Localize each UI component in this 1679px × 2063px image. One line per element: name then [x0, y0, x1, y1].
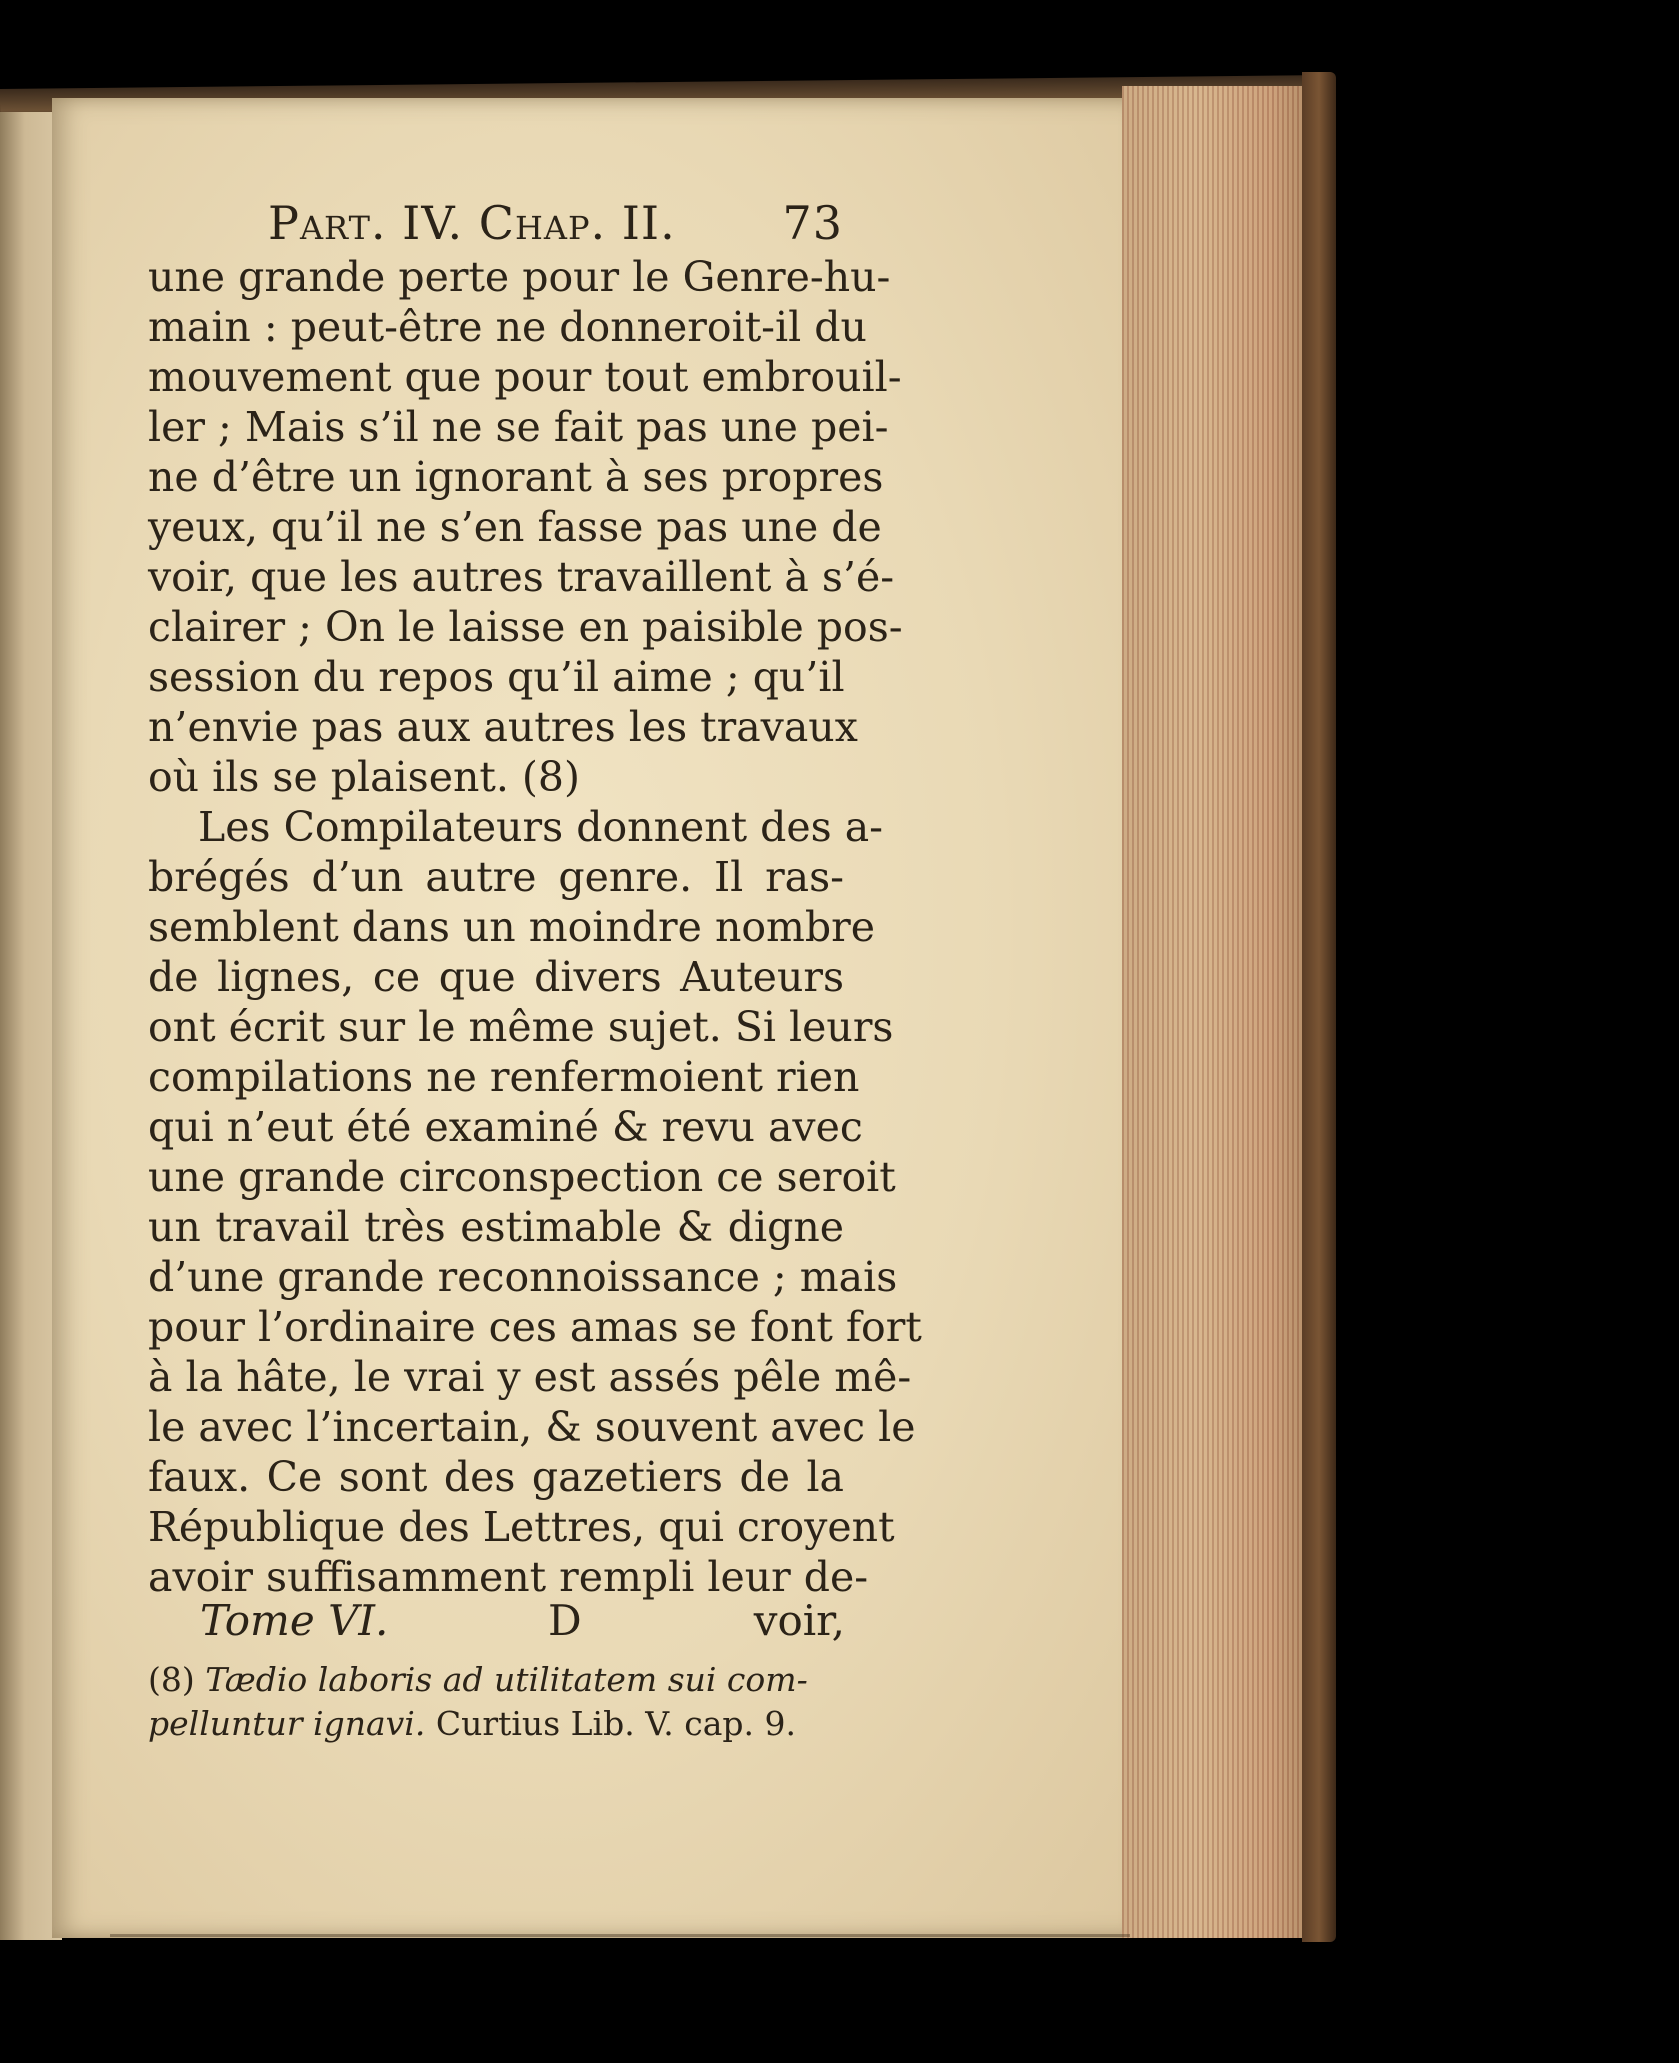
footnote-latin-1: Tædio laboris ad utilitatem sui com-: [205, 1660, 808, 1699]
page-header: [268, 196, 843, 252]
footnote: [148, 1658, 848, 1746]
text-line: session du repos qu’il aime ; qu’il: [148, 653, 845, 701]
text-line: semblent dans un moindre nombre: [148, 903, 876, 951]
text-line: brégés d’un autre genre. Il ras-: [148, 853, 844, 901]
text-line: n’envie pas aux autres les travaux: [148, 703, 858, 751]
text-line: ne d’être un ignorant à ses propres: [148, 453, 884, 501]
text-line: où ils se plaisent. (8): [148, 753, 581, 801]
text-line: d’une grande reconnoissance ; mais: [148, 1253, 898, 1301]
text-line: le avec l’incertain, & souvent avec le: [148, 1403, 916, 1451]
book-cover-edge: [1302, 72, 1336, 1942]
page-bottom-edge: [110, 1934, 1130, 1937]
catchword: voir,: [753, 1596, 845, 1645]
text-line: ont écrit sur le même sujet. Si leurs: [148, 1003, 894, 1051]
running-title: Part. IV. Chap. II.: [268, 196, 676, 250]
text-line: avoir suffisamment rempli leur de-: [148, 1553, 869, 1601]
footnote-line-1: [148, 1658, 848, 1702]
text-line: clairer ; On le laisse en paisible pos-: [148, 603, 903, 651]
text-line: mouvement que pour tout embrouil-: [148, 353, 902, 401]
footnote-marker: (8): [148, 1660, 195, 1699]
volume-label: Tome VI.: [200, 1596, 389, 1645]
text-line: yeux, qu’il ne s’en fasse pas une de: [148, 503, 882, 551]
text-line: à la hâte, le vrai y est assés pêle mê-: [148, 1353, 912, 1401]
signature-mark: D: [548, 1596, 582, 1645]
text-line: de lignes, ce que divers Auteurs: [148, 953, 844, 1001]
text-line: pour l’ordinaire ces amas se font fort: [148, 1303, 922, 1351]
footnote-citation: Curtius Lib. V. cap. 9.: [435, 1704, 796, 1743]
text-line: qui n’eut été examiné & revu avec: [148, 1103, 863, 1151]
page-number: 73: [782, 196, 843, 250]
text-line: une grande circonspection ce seroit: [148, 1153, 896, 1201]
page-footer: [200, 1596, 845, 1652]
text-line: voir, que les autres travaillent à s’é-: [148, 553, 895, 601]
text-line: faux. Ce sont des gazetiers de la: [148, 1453, 844, 1501]
text-line: main : peut-être ne donneroit-il du: [148, 303, 867, 351]
footnote-line-2: [148, 1702, 848, 1746]
text-line: un travail très estimable & digne: [148, 1203, 844, 1251]
text-line: République des Lettres, qui croyent: [148, 1503, 895, 1551]
body-text: [148, 252, 922, 1602]
paragraph-start-line: Les Compilateurs donnent des a-: [198, 803, 884, 851]
text-line: ler ; Mais s’il ne se fait pas une pei-: [148, 403, 889, 451]
text-line: compilations ne renfermoient rien: [148, 1053, 860, 1101]
text-line: une grande perte pour le Genre-hu-: [148, 253, 891, 301]
footnote-latin-2: pelluntur ignavi.: [148, 1704, 426, 1743]
page-block-edges: [1122, 86, 1308, 1938]
